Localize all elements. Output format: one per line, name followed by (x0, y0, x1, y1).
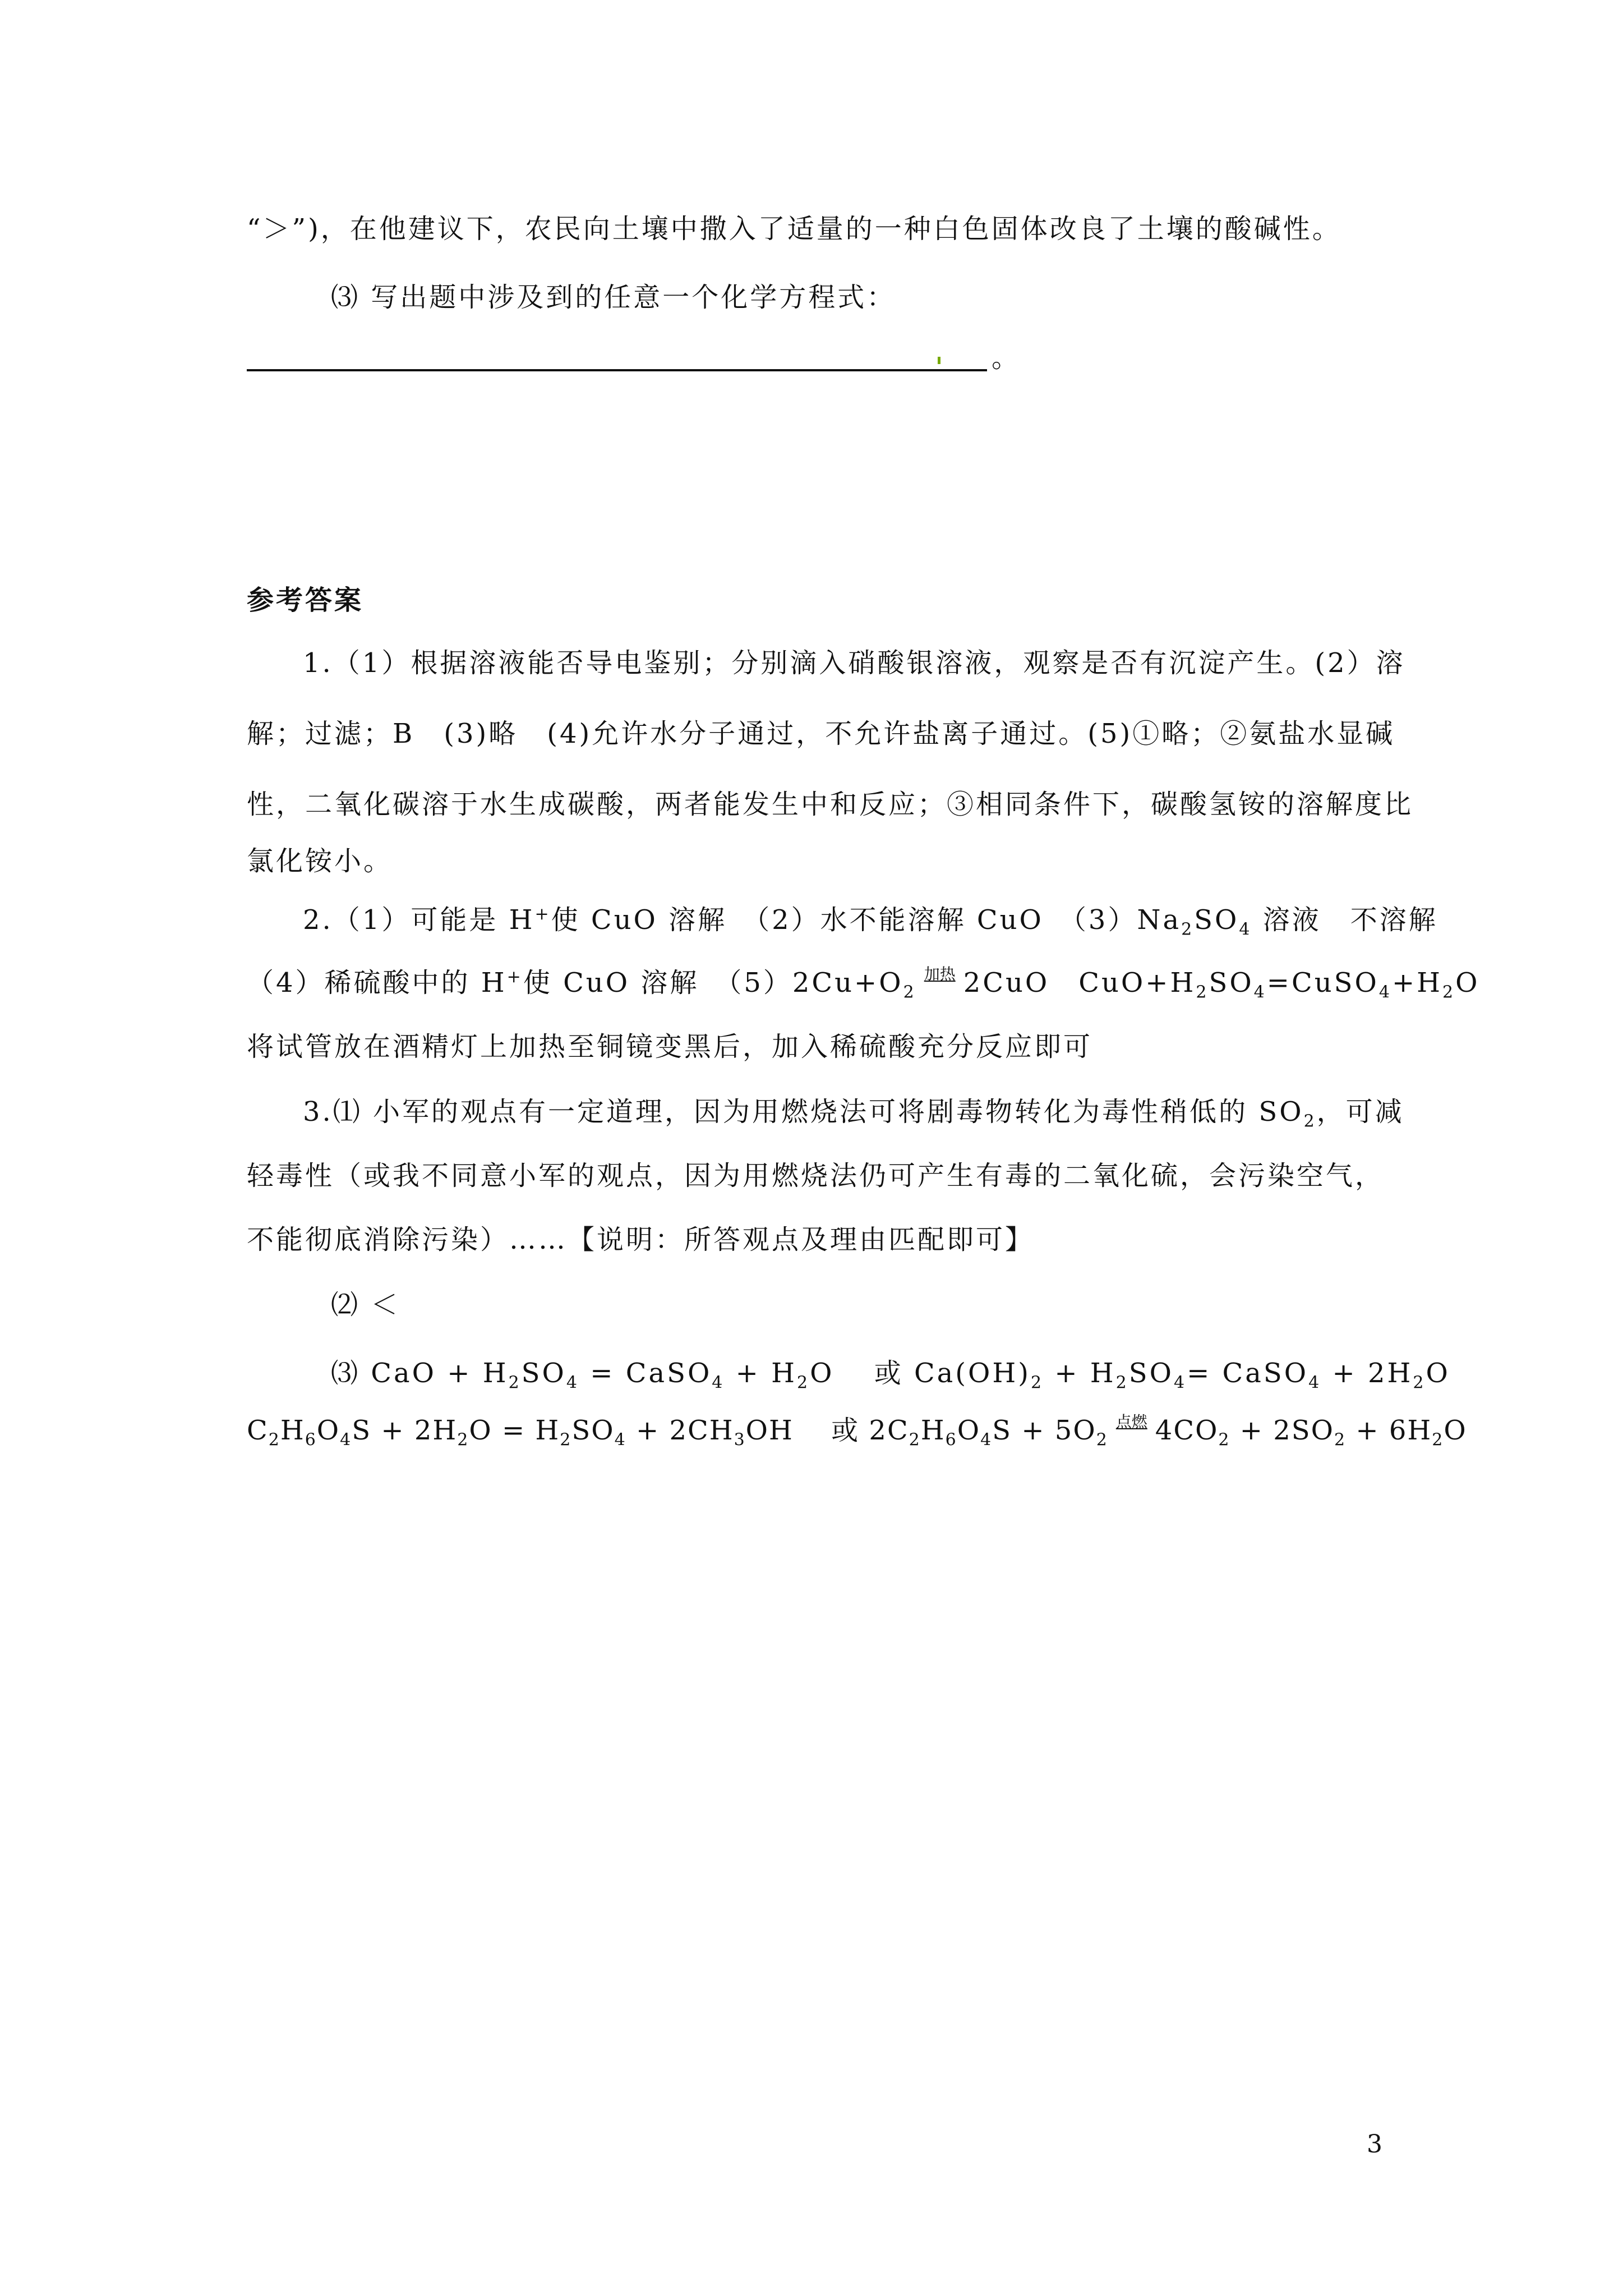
answer-3-item-3: ⑶ CaO + $H_2SO_4$ = CaSO$_4$ + $H_2O$ 或 $Ca(OH)_2 + H_2SO_4=$ CaSO$_4$ + $2H_2O$ (331, 1358, 1450, 1393)
answer-1-line-1: 1.（1）根据溶液能否导电鉴别；分别滴入硝酸银溶液，观察是否有沉淀产生。(2）溶 (303, 647, 1405, 679)
answer-3-item-4: $C_2H_6O_4S + 2H_2O = H_2SO_4 + 2CH_3OH$ 或 $2C_2H_6O_4S + 5O_2$点燃 $4CO_2 + 2SO_2 + 6H_2O$ (247, 1412, 1467, 1450)
answer-blank-line[interactable] (247, 369, 987, 371)
question-item-3 (331, 280, 896, 314)
reaction-condition: 点燃 (1115, 1412, 1147, 1431)
item-label: ⑶ (331, 282, 361, 313)
answers-heading: 参考答案 (247, 585, 364, 616)
answer-3-line-1: 3.⑴ 小军的观点有一定道理，因为用燃烧法可将剧毒物转化为毒性稍低的 $SO_2$，可减 (303, 1096, 1404, 1131)
green-mark (938, 357, 940, 364)
answer-3-item-2: ⑵ ＜ (331, 1289, 400, 1320)
answer-2-line-2: （4）稀硫酸中的 H+使 CuO 溶解 $(5)2Cu+O_2$加热 2CuO $CuO+H_2SO_4=CuSO_4+H_2O$ (247, 965, 1480, 1002)
reaction-condition: 加热 (924, 965, 956, 983)
answer-1-line-4: 氯化铵小。 (247, 845, 393, 877)
answer-2-line-1: 2.（1）可能是 H+使 CuO 溶解 （2）水不能溶解 CuO $(3)Na_2SO_4$ 溶液 不溶解 (303, 904, 1438, 940)
answer-3-line-3: 不能彻底消除污染）……【说明：所答观点及理由匹配即可】 (247, 1224, 1035, 1255)
item-text: 写出题中涉及到的任意一个化学方程式： (371, 282, 896, 313)
answer-3-line-2: 轻毒性（或我不同意小军的观点，因为用燃烧法仍可产生有毒的二氧化硫，会污染空气， (247, 1160, 1385, 1191)
question-line-1: “＞”)，在他建议下，农民向土壤中撒入了适量的一种白色固体改良了土壤的酸碱性。 (247, 213, 1341, 245)
page-number: 3 (1367, 2130, 1382, 2159)
end-period: 。 (992, 342, 1019, 374)
answer-1-line-3: 性，二氧化碳溶于水生成碳酸，两者能发生中和反应；③相同条件下，碳酸氢铵的溶解度比 (247, 789, 1414, 820)
answer-1-line-2: 解；过滤；B (3)略 (4)允许水分子通过，不允许盐离子通过。(5)①略；②氨盐水显碱 (247, 718, 1395, 749)
answer-2-line-3: 将试管放在酒精灯上加热至铜镜变黑后，加入稀硫酸充分反应即可 (247, 1031, 1093, 1062)
